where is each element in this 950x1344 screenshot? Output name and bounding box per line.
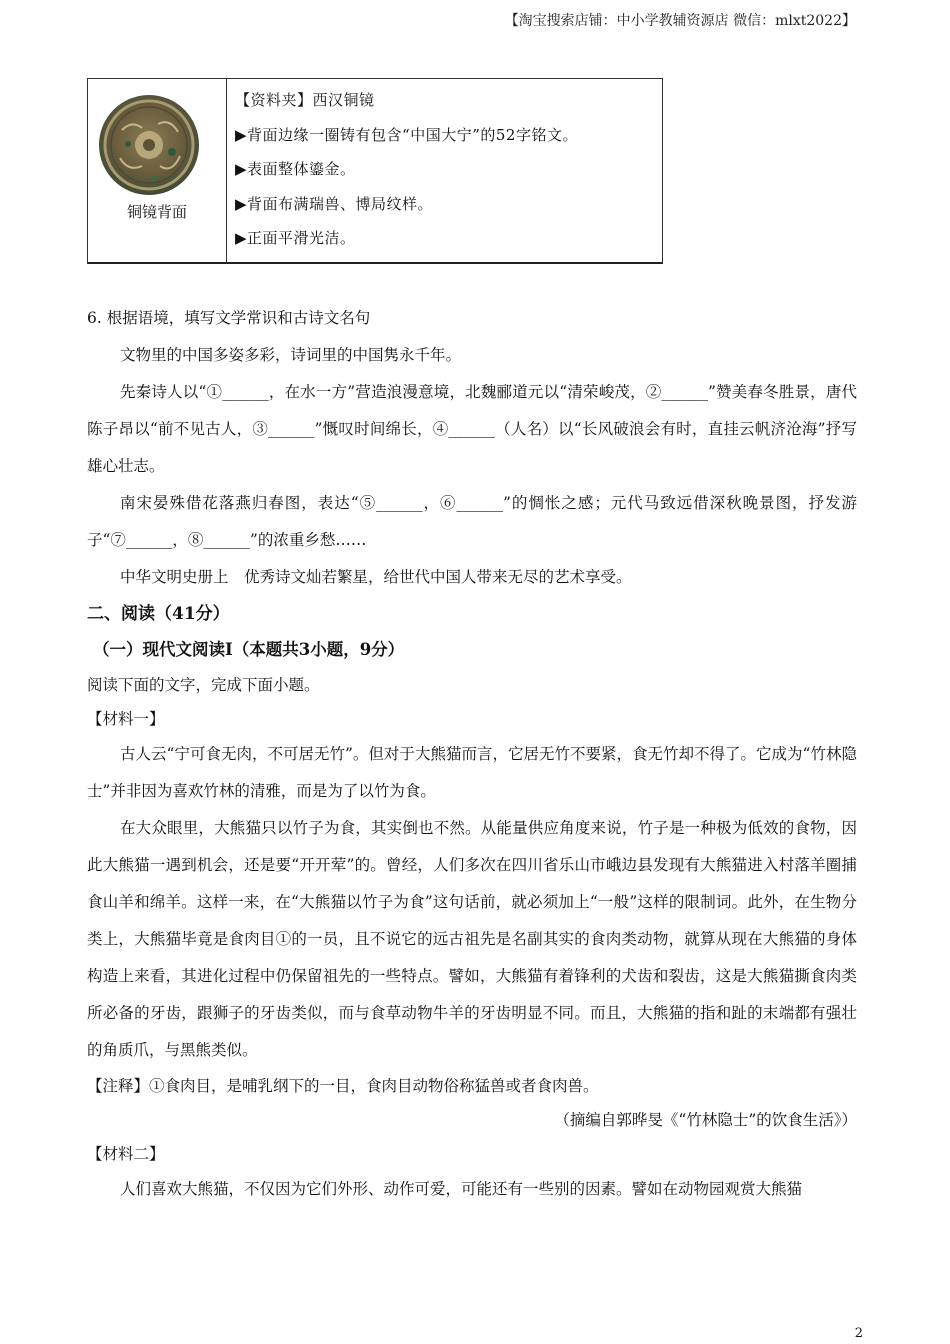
info-box bbox=[87, 78, 663, 264]
source-citation: （摘编自郭晔旻《“竹林隐士”的饮食生活》） bbox=[554, 1111, 857, 1129]
image-caption: 铜镜背面 bbox=[126, 203, 187, 221]
paragraph: 古人云“宁可食无肉，不可居无竹”。但对于大熊猫而言，它居无竹不要紧，食无竹却不得了。它成为“竹林隐士”并非因为喜欢竹林的清雅，而是为了以竹为食。 bbox=[87, 745, 857, 800]
paragraph: 在大众眼里，大熊猫只以竹子为食，其实倒也不然。从能量供应角度来说，竹子是一种极为低效的食物，因此大熊猫一遇到机会，还是要“开开荤”的。曾经，人们多次在四川省乐山市峨边县发现有大熊猫进入村落羊圈捕食山羊和绵羊。这样一来，在“大熊猫以竹子为食”这句话前，就必须加上“一般”这样的限制词。此外，在生物分类上，大熊猫毕竟是食肉目①的一员，且不说它的远古祖先是名副其实的食肉类动物，就算从现在大熊猫的身体构造上来看，其进化过程中仍保留祖先的一些特点。譬如，大熊猫有着锋利的犬齿和裂齿，这是大熊猫撕食肉类所必备的牙齿，跟狮子的牙齿类似，而与食草动物牛羊的牙齿明显不同。而且，大熊猫的指和趾的末端都有强壮的角质爪，与黑熊类似。 bbox=[87, 819, 857, 1059]
info-line: 【资料夹】西汉铜镜 bbox=[235, 91, 375, 109]
section-heading: 二、阅读（41分） bbox=[87, 604, 230, 624]
page-number: 2 bbox=[854, 1326, 863, 1341]
info-line: ▶表面整体鎏金。 bbox=[235, 160, 356, 178]
document-body bbox=[87, 300, 857, 1208]
paragraph: 文物里的中国多姿多彩，诗词里的中国隽永千年。 bbox=[120, 346, 462, 364]
bronze-mirror-image bbox=[98, 94, 200, 196]
paragraph: 南宋晏殊借花落燕归春图，表达“⑤______，⑥______”的惆怅之感；元代马致远借深秋晚景图，抒发游子“⑦______，⑧______”的浓重乡愁…… bbox=[87, 494, 857, 549]
page-header: 【淘宝搜索店铺：中小学教辅资源店 微信：mlxt2022】 bbox=[504, 13, 856, 29]
paragraph: 先秦诗人以“①______，在水一方”营造浪漫意境，北魏郦道元以“清荣峻茂，②______”赞美春冬胜景，唐代陈子昂以“前不见古人，③______”慨叹时间绵长，④______（人名）以“长风破浪会有时，直挂云帆济沧海”抒写雄心壮志。 bbox=[87, 383, 857, 475]
footnote: 【注释】①食肉目，是哺乳纲下的一目，食肉目动物俗称猛兽或者食肉兽。 bbox=[87, 1077, 599, 1095]
info-line: ▶背面布满瑞兽、博局纹样。 bbox=[235, 194, 434, 213]
info-line: ▶背面边缘一圈铸有包含“中国大宁”的52字铭文。 bbox=[235, 125, 578, 144]
instruction: 阅读下面的文字，完成下面小题。 bbox=[87, 676, 320, 694]
material-label: 【材料一】 bbox=[87, 710, 165, 728]
info-box-text-cell bbox=[227, 79, 662, 262]
subsection-heading: （一）现代文阅读Ⅰ（本题共3小题，9分） bbox=[93, 640, 405, 659]
question-6-title: 6. 根据语境，填写文学常识和古诗文名句 bbox=[87, 309, 371, 327]
paragraph: 人们喜欢大熊猫，不仅因为它们外形、动作可爱，可能还有一些别的因素。譬如在动物园观赏大熊猫 bbox=[120, 1180, 803, 1198]
info-box-image-cell bbox=[88, 79, 227, 262]
material-label: 【材料二】 bbox=[87, 1145, 165, 1163]
info-line: ▶正面平滑光洁。 bbox=[235, 229, 356, 247]
paragraph: 中华文明史册上 优秀诗文灿若繁星，给世代中国人带来无尽的艺术享受。 bbox=[120, 568, 632, 586]
